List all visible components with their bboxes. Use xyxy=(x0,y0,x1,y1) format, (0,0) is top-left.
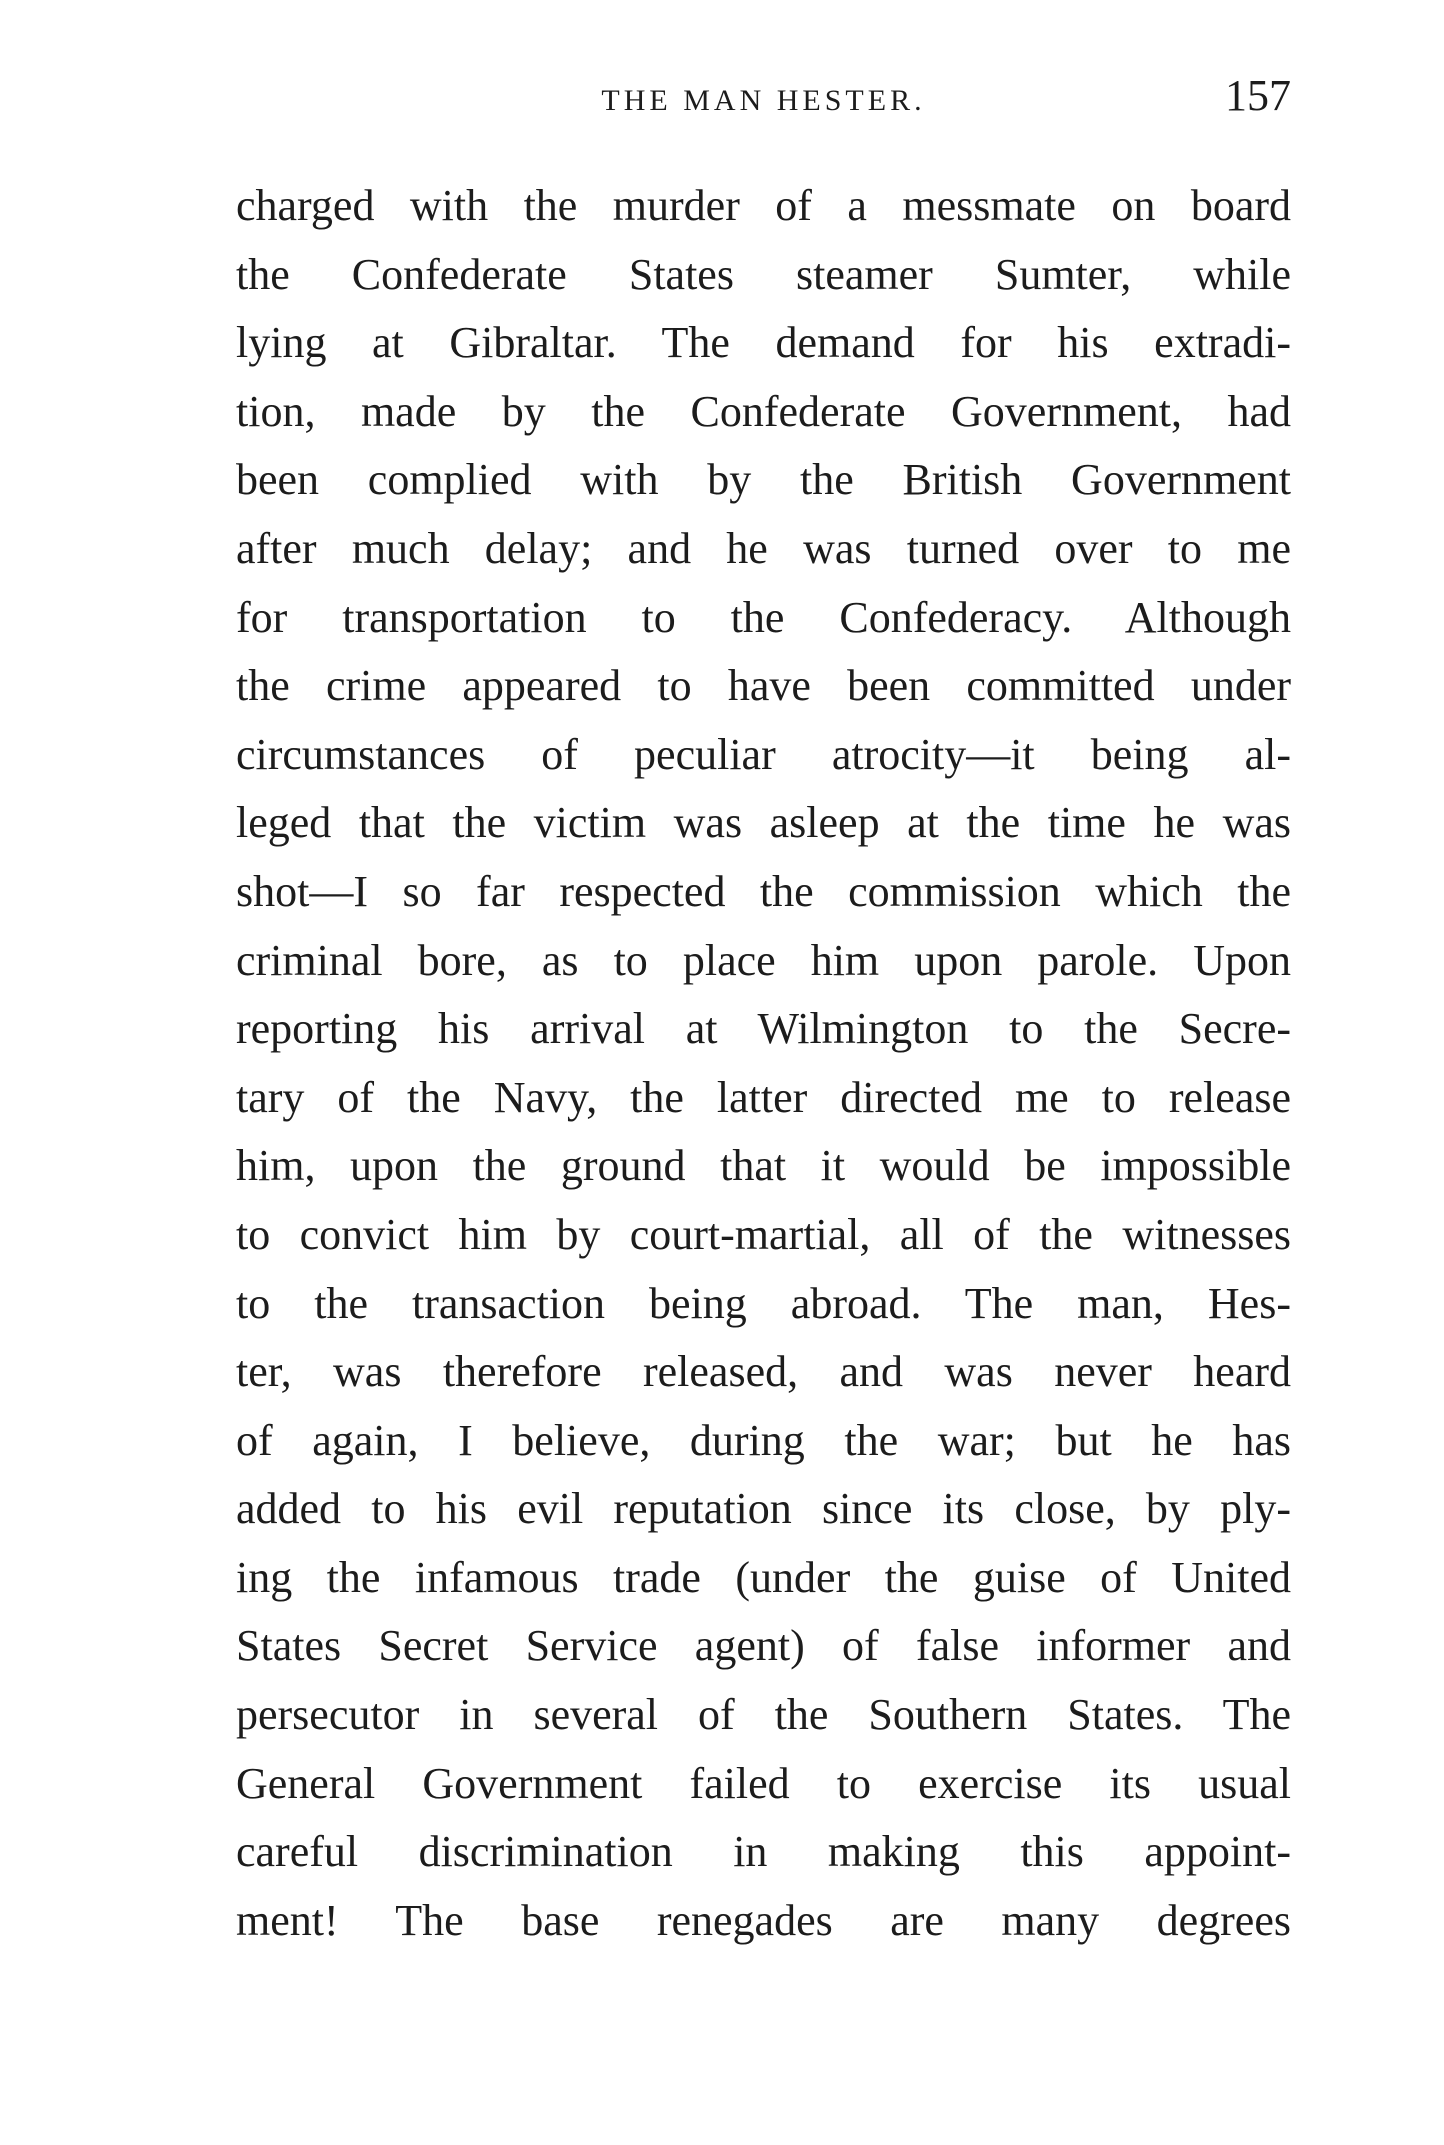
text-line: States Secret Service agent) of false informer and xyxy=(236,1621,1291,1671)
text-line: leged that the victim was asleep at the time he was xyxy=(236,798,1291,848)
body-text xyxy=(236,172,1291,1955)
page-number: 157 xyxy=(1225,71,1291,120)
text-line: ter, was therefore released, and was never heard xyxy=(236,1347,1291,1397)
text-line: the Confederate States steamer Sumter, while xyxy=(236,249,1291,299)
text-line: tary of the Navy, the latter directed me to release xyxy=(236,1072,1291,1122)
text-line: shot—I so far respected the commission which the xyxy=(236,866,1291,916)
text-line: added to his evil reputation since its close, by ply- xyxy=(236,1484,1291,1534)
text-line: to the transaction being abroad. The man, Hes- xyxy=(236,1278,1291,1328)
text-line: to convict him by court-martial, all of the witnesses xyxy=(236,1209,1291,1259)
running-head xyxy=(236,70,1291,120)
text-line: charged with the murder of a messmate on board xyxy=(236,181,1291,230)
text-line: lying at Gibraltar. The demand for his extradi- xyxy=(236,318,1291,368)
text-line: criminal bore, as to place him upon parole. Upon xyxy=(236,935,1291,985)
text-line: persecutor in several of the Southern States. The xyxy=(236,1690,1291,1740)
text-line: reporting his arrival at Wilmington to the Secre- xyxy=(236,1004,1291,1054)
text-line: General Government failed to exercise its usual xyxy=(236,1758,1291,1808)
text-line: for transportation to the Confederacy. Although xyxy=(236,592,1291,642)
text-line: him, upon the ground that it would be impossible xyxy=(236,1141,1291,1191)
text-line: circumstances of peculiar atrocity—it being al- xyxy=(236,729,1291,779)
text-line: the crime appeared to have been committed under xyxy=(236,661,1291,711)
text-line: careful discrimination in making this appoint- xyxy=(236,1827,1291,1877)
text-line: been complied with by the British Government xyxy=(236,455,1291,505)
text-line: tion, made by the Confederate Government, had xyxy=(236,386,1291,436)
text-line: after much delay; and he was turned over to me xyxy=(236,523,1291,573)
text-line: of again, I believe, during the war; but he has xyxy=(236,1415,1291,1465)
text-line: ing the infamous trade (under the guise of United xyxy=(236,1552,1291,1602)
running-title: THE MAN HESTER. xyxy=(601,84,926,117)
text-line: ment! The base renegades are many degrees xyxy=(236,1895,1291,1945)
